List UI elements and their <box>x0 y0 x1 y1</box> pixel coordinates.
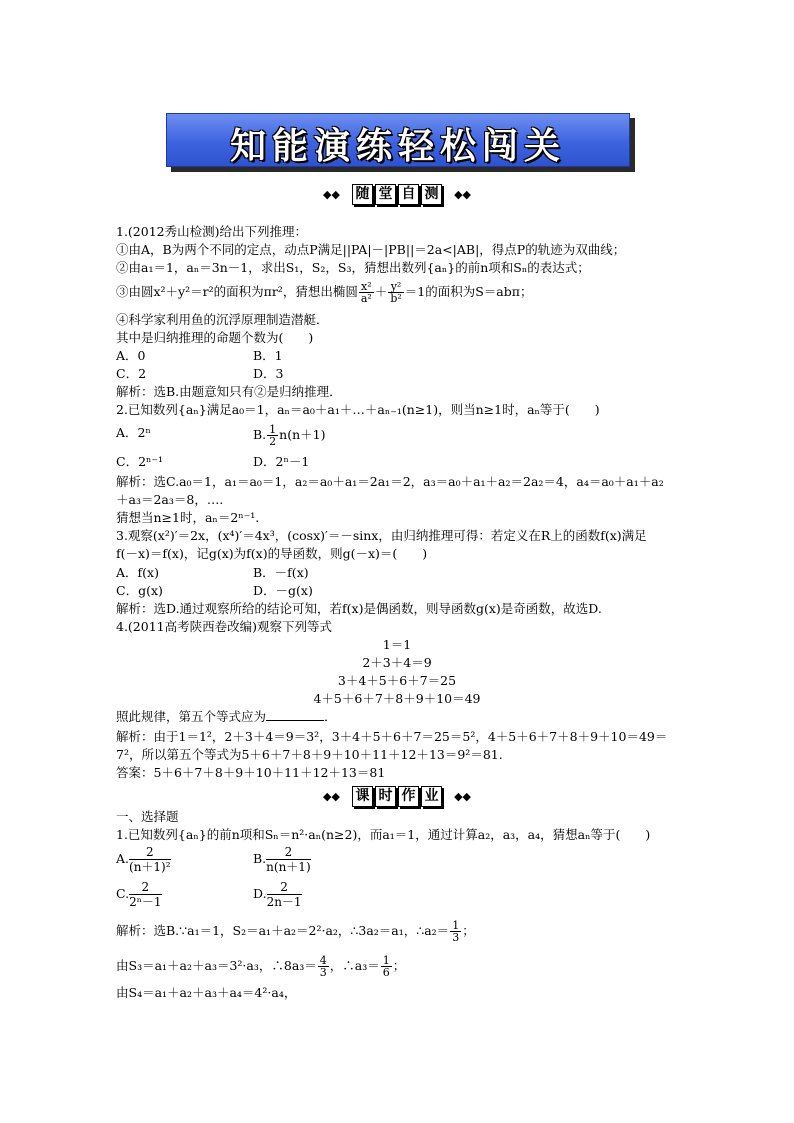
plus-sign: ＋ <box>374 284 388 299</box>
fraction-numerator: y² <box>388 281 403 293</box>
solution-text: 由S₃＝a₁＋a₂＋a₃＝3²·a₃，∴8a₃＝ <box>116 958 317 973</box>
fraction-denominator: b² <box>390 292 402 305</box>
option-letter: D. <box>253 886 267 901</box>
section-heading-homework <box>0 785 794 807</box>
fraction-numerator: 4 <box>319 954 327 967</box>
q1-solution: 解析：选B.由题意知只有②是归纳推理． <box>116 384 342 399</box>
q4-solution-line2: 7²，所以第五个等式为5＋6＋7＋8＋9＋10＋11＋12＋13＝9²＝81. <box>116 747 503 762</box>
q2-solution-line2: ＋a₃＝2a₃＝8，…. <box>116 492 224 507</box>
option-fraction <box>266 845 310 874</box>
q3-option-b: B．－f(x) <box>253 565 309 580</box>
hw-solution-line3: 由S₄＝a₁＋a₂＋a₃＋a₄＝4²·a₄， <box>116 985 297 1000</box>
heading-char: 随 <box>352 184 373 205</box>
fraction-denominator: a² <box>360 292 372 305</box>
hw-option-d <box>253 880 302 909</box>
fraction-numerator: 2 <box>129 880 161 895</box>
q1-item1: ①由A，B为两个不同的定点，动点P满足||PA|－|PB||＝2a<|AB|，得点P的轨迹为双曲线； <box>116 242 626 257</box>
q4-stem: 4.(2011高考陕西卷改编)观察下列等式 <box>116 619 332 634</box>
solution-text: ； <box>392 958 406 973</box>
q4-equation-3: 3＋4＋5＋6＋7＝25 <box>337 673 457 688</box>
heading-char: 测 <box>421 184 442 205</box>
section-heading-classroom-test <box>0 183 794 205</box>
option-expression: n(n＋1) <box>279 427 326 442</box>
fraction-numerator: 2 <box>267 880 302 895</box>
q1-option-c: C．2 <box>116 366 147 381</box>
q2-option-c: C．2ⁿ⁻¹ <box>116 454 164 469</box>
fraction-y2-b2 <box>388 281 403 304</box>
heading-char: 堂 <box>375 184 396 205</box>
q1-item3-pre: ③由圆x²＋y²＝r²的面积为πr²，猜想出椭圆 <box>116 284 358 299</box>
q3-option-d: D．－g(x) <box>253 583 313 598</box>
q4-ask-text: 照此规律，第五个等式应为 <box>116 709 267 724</box>
solution-text: ，∴a₃＝ <box>329 958 380 973</box>
diamond-decoration-left: ◆◆ <box>322 789 340 803</box>
fraction-one-third <box>450 920 461 943</box>
fraction-numerator: 2 <box>266 845 310 860</box>
q3-option-a: A．f(x) <box>116 565 159 580</box>
option-letter: B. <box>253 427 267 442</box>
heading-char: 业 <box>421 786 442 807</box>
option-fraction <box>129 845 171 874</box>
diamond-decoration-left: ◆◆ <box>322 187 340 201</box>
q2-option-a: A．2ⁿ <box>116 425 151 440</box>
hw-option-c <box>116 880 162 909</box>
q2-solution-line3: 猜想当n≥1时，aₙ＝2ⁿ⁻¹. <box>116 510 260 525</box>
heading-char: 自 <box>398 184 419 205</box>
q1-item3-post: ＝1的面积为S＝abπ； <box>404 284 533 299</box>
heading-char: 课 <box>352 786 373 807</box>
fraction-one-sixth <box>381 955 392 978</box>
hw-section-heading: 一、选择题 <box>116 809 179 824</box>
hw-q1-stem: 1.已知数列{aₙ}的前n项和Sₙ＝n²·aₙ(n≥2)，而a₁＝1，通过计算a₂，a₃，a₄，猜想aₙ等于( ) <box>116 827 651 842</box>
fraction-numerator: 1 <box>269 423 277 436</box>
q4-equation-2: 2＋3＋4＝9 <box>362 655 432 670</box>
solution-text: 解析：选B.∵a₁＝1，S₂＝a₁＋a₂＝2²·a₂，∴3a₂＝a₁，∴a₂＝ <box>116 923 450 938</box>
fraction-denominator: 6 <box>382 966 390 979</box>
fraction-denominator: n(n＋1) <box>266 860 311 874</box>
fraction-denominator: (n＋1)² <box>129 860 171 874</box>
fraction-numerator: 1 <box>452 919 460 932</box>
fraction-numerator: x² <box>359 281 374 293</box>
q4-answer: 答案：5＋6＋7＋8＋9＋10＋11＋12＋13＝81 <box>116 765 386 780</box>
hw-solution-line1 <box>116 920 475 943</box>
fraction-denominator: 2n－1 <box>266 895 302 909</box>
q2-option-d: D．2ⁿ－1 <box>253 454 310 469</box>
q1-ask: 其中是归纳推理的命题个数为( ) <box>116 330 314 345</box>
heading-char: 时 <box>375 786 396 807</box>
q1-item4: ④科学家利用鱼的沉浮原理制造潜艇． <box>116 312 329 327</box>
q3-option-c: C．g(x) <box>116 583 163 598</box>
fraction-denominator: 3 <box>452 931 460 944</box>
q1-option-d: D．3 <box>253 366 284 381</box>
q4-ask-end: ． <box>324 709 337 724</box>
q3-stem-line1: 3.观察(x²)′＝2x，(x⁴)′＝4x³，(cosx)′＝－sinx，由归纳推理可得：若定义在R上的函数f(x)满足 <box>116 528 647 543</box>
q2-stem: 2.已知数列{aₙ}满足a₀＝1，aₙ＝a₀＋a₁＋…＋aₙ₋₁(n≥1)，则当n≥1时，aₙ等于( ) <box>116 402 600 417</box>
option-letter: C. <box>116 886 130 901</box>
q4-equation-1: 1＝1 <box>382 637 412 652</box>
hw-option-a <box>116 845 171 874</box>
option-letter: A. <box>116 851 130 866</box>
diamond-decoration-right: ◆◆ <box>454 187 472 201</box>
option-fraction <box>129 880 161 909</box>
q4-solution-line1: 解析：由于1＝1²，2＋3＋4＝9＝3²，3＋4＋5＋6＋7＝25＝5²，4＋5＋6＋7＋8＋9＋10＝49＝ <box>116 729 668 744</box>
hw-option-b <box>253 845 311 874</box>
q4-equation-4: 4＋5＋6＋7＋8＋9＋10＝49 <box>313 691 481 706</box>
q1-option-b: B．1 <box>253 348 283 363</box>
q3-stem-line2: f(－x)＝f(x)，记g(x)为f(x)的导函数，则g(－x)＝( ) <box>116 546 428 561</box>
fraction-numerator: 2 <box>129 845 171 860</box>
fraction-denominator: 3 <box>319 966 327 979</box>
solution-text: ； <box>462 923 475 938</box>
fraction-one-half <box>267 424 278 447</box>
fraction-denominator: 2ⁿ－1 <box>129 895 162 909</box>
answer-blank <box>266 708 324 721</box>
q1-option-a: A．0 <box>116 348 146 363</box>
fraction-four-thirds <box>318 955 329 978</box>
option-fraction <box>267 880 302 909</box>
q4-ask <box>116 708 337 726</box>
q2-option-b <box>253 424 325 447</box>
title-banner <box>166 113 630 167</box>
hw-solution-line2 <box>116 955 405 978</box>
diamond-decoration-right: ◆◆ <box>454 789 472 803</box>
option-letter: B. <box>253 851 267 866</box>
q1-item2: ②由a₁＝1，aₙ＝3n－1，求出S₁，S₂，S₃，猜想出数列{aₙ}的前n项和Sₙ的表达式； <box>116 260 590 275</box>
heading-char: 作 <box>398 786 419 807</box>
q3-solution: 解析：选D.通过观察所给的结论可知，若f(x)是偶函数，则导函数g(x)是奇函数，故选D. <box>116 601 602 616</box>
fraction-numerator: 1 <box>382 954 390 967</box>
fraction-denominator: 2 <box>269 435 277 448</box>
banner-title: 知能演练轻松闯关 <box>229 126 566 167</box>
fraction-x2-a2 <box>359 281 374 304</box>
q1-stem: 1.(2012秀山检测)给出下列推理： <box>116 224 307 239</box>
q1-item3 <box>116 281 532 304</box>
q2-solution-line1: 解析：选C.a₀＝1，a₁＝a₀＝1，a₂＝a₀＋a₁＝2a₁＝2，a₃＝a₀＋a₁＋a₂＝2a₂＝4，a₄＝a₀＋a₁＋a₂ <box>116 474 664 489</box>
